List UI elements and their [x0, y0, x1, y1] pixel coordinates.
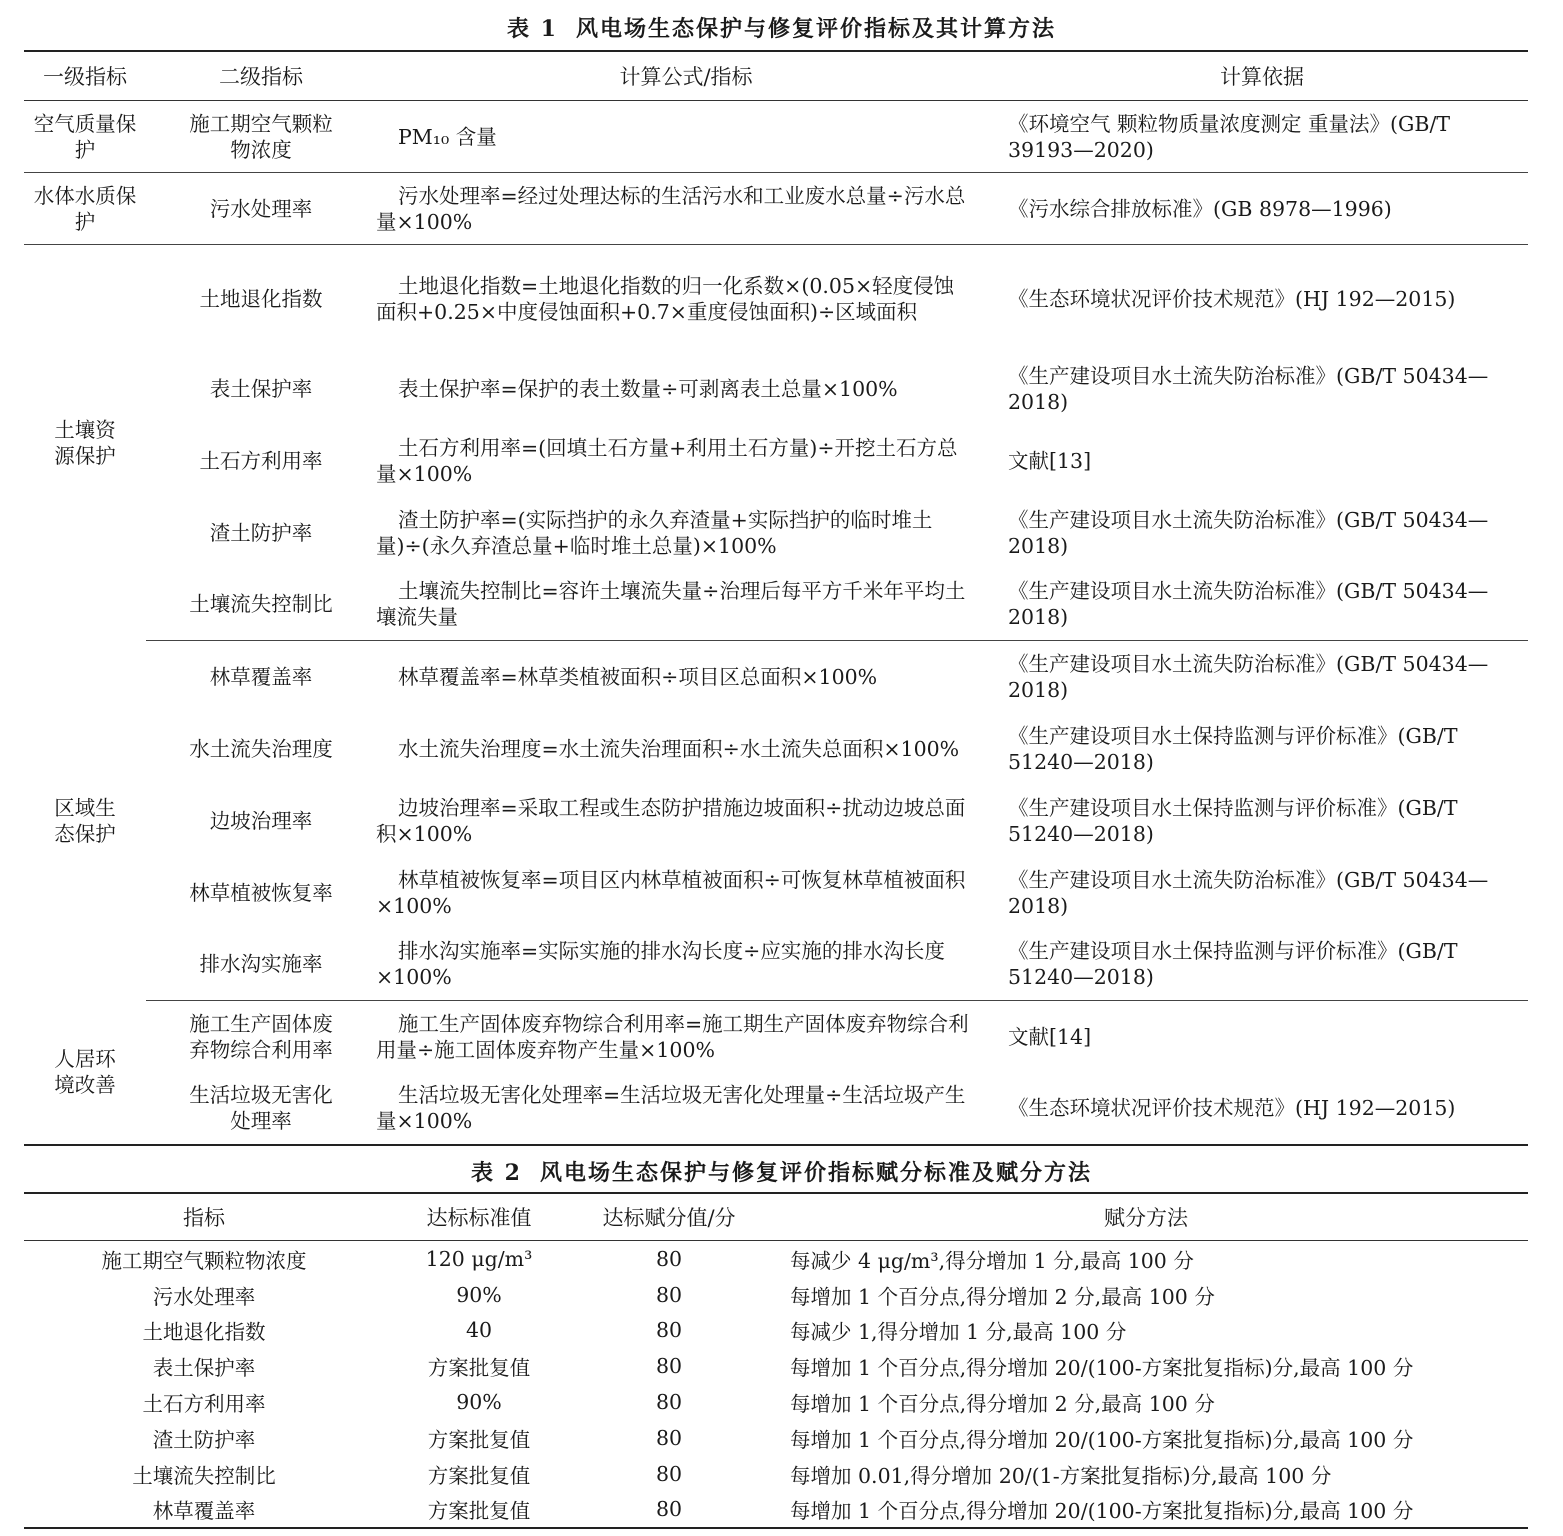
table1-formula-cell [376, 353, 996, 425]
table1-basis-cell: 文献[13] [1008, 448, 1092, 473]
table2-indicator-cell: 表土保护率 [152, 1356, 256, 1381]
table1-basis-cell: 《生产建设项目水土保持监测与评价标准》(GB/T 51240—2018) [1008, 795, 1458, 846]
table1-level1-cell: 水体水质保护 [24, 173, 146, 245]
table2-indicator-cell: 土石方利用率 [142, 1392, 266, 1417]
table1-row [24, 101, 1528, 173]
table1-row [24, 1001, 1528, 1073]
table1-basis-cell: 《污水综合排放标准》(GB 8978—1996) [996, 173, 1528, 245]
table2-standard-cell: 方案批复值 [427, 1427, 531, 1452]
table1-formula-cell [376, 713, 996, 785]
table2-indicator-cell: 土壤流失控制比 [132, 1463, 276, 1488]
table1-row [24, 713, 1528, 785]
table2-row [24, 1277, 1528, 1313]
table1-level2-cell: 林草覆盖率 [209, 664, 313, 689]
table1-row [24, 785, 1528, 857]
table2-score-cell: 80 [655, 1354, 683, 1379]
table2-score-cell: 80 [655, 1461, 683, 1486]
table1-header-basis: 计算依据 [996, 51, 1528, 101]
table1-level2-cell: 水土流失治理度 [189, 736, 333, 761]
table1-level2-cell: 生活垃圾无害化处理率 [189, 1083, 333, 1133]
table1-basis-cell: 《生产建设项目水土流失防治标准》(GB/T 50434—2018) [1008, 867, 1489, 918]
table2-method-cell: 每增加 0.01,得分增加 20/(1-方案批复指标)分,最高 100 分 [790, 1463, 1332, 1488]
table2-indicator-cell: 林草覆盖率 [152, 1499, 256, 1524]
table1-basis-cell: 《生态环境状况评价技术规范》(HJ 192—2015) [1008, 1096, 1456, 1120]
table1-formula-cell [376, 641, 996, 713]
table1-formula-text: 林草植被恢复率=项目区内林草植被面积÷可恢复林草植被面积×100% [376, 867, 966, 918]
table1-header-formula: 计算公式/指标 [376, 51, 996, 101]
table2-standard-cell: 40 [465, 1318, 493, 1343]
table2-caption-number: 表 2 [471, 1160, 522, 1186]
table2-header-standard: 达标标准值 [384, 1193, 574, 1241]
table1-row [24, 245, 1528, 353]
table1-formula-cell [376, 425, 996, 497]
table2-standard-cell: 方案批复值 [427, 1356, 531, 1381]
table2-method-cell: 每增加 1 个百分点,得分增加 20/(100-方案批复指标)分,最高 100 分 [790, 1356, 1414, 1381]
table1-row [24, 569, 1528, 641]
table1-level2-cell: 边坡治理率 [209, 808, 313, 833]
table2-score-cell: 80 [655, 1425, 683, 1450]
table1-formula-cell [376, 245, 996, 353]
table1-level2-cell: 渣土防护率 [209, 520, 313, 545]
table1-formula-cell [376, 101, 996, 173]
table2-header-indicator: 指标 [24, 1193, 384, 1241]
table1-level2-cell: 土地退化指数 [199, 286, 323, 311]
table2 [24, 1192, 1528, 1529]
table1-formula-cell [376, 1001, 996, 1073]
table2-row [24, 1492, 1528, 1529]
table2-indicator-cell: 施工期空气颗粒物浓度 [101, 1248, 307, 1273]
table2-row [24, 1420, 1528, 1456]
table1-formula-cell [376, 857, 996, 929]
table1-formula-cell [376, 785, 996, 857]
table2-row [24, 1456, 1528, 1492]
table1-formula-text: 土壤流失控制比=容许土壤流失量÷治理后每平方千米年平均土壤流失量 [376, 579, 966, 630]
table1-level2-cell: 土石方利用率 [199, 448, 323, 473]
table1-formula-cell [376, 569, 996, 641]
table1-caption-text: 风电场生态保护与修复评价指标及其计算方法 [575, 16, 1056, 42]
table1-formula-text: 生活垃圾无害化处理率=生活垃圾无害化处理量÷生活垃圾产生量×100% [376, 1083, 966, 1133]
table1-formula-text: 渣土防护率=(实际挡护的永久弃渣量+实际挡护的临时堆土量)÷(永久弃渣总量+临时堆土总量)×100% [376, 507, 933, 558]
table2-indicator-cell: 污水处理率 [152, 1284, 256, 1309]
table2-indicator-cell: 渣土防护率 [152, 1427, 256, 1452]
table2-method-cell: 每增加 1 个百分点,得分增加 2 分,最高 100 分 [790, 1284, 1215, 1309]
table1-basis-cell: 文献[14] [1008, 1024, 1092, 1049]
table2-standard-cell: 方案批复值 [427, 1499, 531, 1524]
table1-level1-cell: 区域生态保护 [54, 795, 116, 846]
table2-header-row [24, 1193, 1528, 1241]
table1-basis-cell: 《生产建设项目水土流失防治标准》(GB/T 50434—2018) [1008, 507, 1489, 558]
table2-row [24, 1348, 1528, 1384]
table2-score-cell: 80 [655, 1390, 683, 1415]
table1-header-level2: 二级指标 [146, 51, 376, 101]
table2-row [24, 1384, 1528, 1420]
table1-row [24, 929, 1528, 1001]
table1-level2-cell: 施工期空气颗粒物浓度 [146, 101, 376, 173]
table1-level2-cell: 表土保护率 [209, 376, 313, 401]
table2-row [24, 1313, 1528, 1349]
table1-row [24, 353, 1528, 425]
table1-row [24, 1073, 1528, 1145]
table1-level2-cell: 林草植被恢复率 [189, 880, 333, 905]
table2-method-cell: 每减少 1,得分增加 1 分,最高 100 分 [790, 1320, 1127, 1345]
table1-level2-cell: 施工生产固体废弃物综合利用率 [189, 1011, 333, 1062]
table1-level2-cell: 土壤流失控制比 [146, 569, 376, 641]
table1-row [24, 497, 1528, 569]
table1-formula-cell [376, 1073, 996, 1145]
table1-row [24, 857, 1528, 929]
table1-level2-cell: 排水沟实施率 [146, 929, 376, 1001]
table1-formula-text: 排水沟实施率=实际实施的排水沟长度÷应实施的排水沟长度×100% [376, 939, 945, 990]
table2-caption-text: 风电场生态保护与修复评价指标赋分标准及赋分方法 [539, 1160, 1092, 1186]
table1-basis-cell: 《生产建设项目水土保持监测与评价标准》(GB/T 51240—2018) [1008, 723, 1458, 774]
table1-level1-cell: 人居环境改善 [54, 1047, 116, 1097]
table1-caption-number: 表 1 [507, 16, 558, 42]
table2-score-cell: 80 [655, 1497, 683, 1522]
table1-formula-text: 林草覆盖率=林草类植被面积÷项目区总面积×100% [398, 664, 878, 689]
table1-basis-cell: 《生产建设项目水土保持监测与评价标准》(GB/T 51240—2018) [996, 929, 1528, 1001]
table1-basis-cell: 《环境空气 颗粒物质量浓度测定 重量法》(GB/T 39193—2020) [996, 101, 1528, 173]
table1-formula-text: 施工生产固体废弃物综合利用率=施工期生产固体废弃物综合利用量÷施工固体废弃物产生量×100% [376, 1011, 969, 1062]
table1-level2-cell: 污水处理率 [146, 173, 376, 245]
table2-indicator-cell: 土地退化指数 [142, 1320, 266, 1345]
table1-formula-text: 土地退化指数=土地退化指数的归一化系数×(0.05×轻度侵蚀面积+0.25×中度侵蚀面积+0.7×重度侵蚀面积)÷区域面积 [376, 273, 955, 324]
table2-header-method: 赋分方法 [764, 1193, 1528, 1241]
table2-method-cell: 每增加 1 个百分点,得分增加 2 分,最高 100 分 [790, 1392, 1215, 1417]
table2-caption [0, 1156, 1563, 1187]
table1-row [24, 641, 1528, 713]
table1-level1-cell: 土壤资源保护 [54, 417, 116, 468]
table1-formula-text: 污水处理率=经过处理达标的生活污水和工业废水总量÷污水总量×100% [376, 183, 966, 234]
table1-basis-cell: 《生产建设项目水土流失防治标准》(GB/T 50434—2018) [1008, 363, 1489, 414]
table2-score-cell: 80 [655, 1246, 683, 1271]
table2-standard-cell: 120 μg/m³ [425, 1246, 533, 1271]
table2-method-cell: 每增加 1 个百分点,得分增加 20/(100-方案批复指标)分,最高 100 分 [790, 1499, 1414, 1524]
table1-basis-cell: 《生态环境状况评价技术规范》(HJ 192—2015) [1008, 286, 1456, 311]
table2-body [24, 1241, 1528, 1529]
table1-basis-cell: 《生产建设项目水土流失防治标准》(GB/T 50434—2018) [1008, 651, 1489, 702]
table1-caption [0, 12, 1563, 43]
table1-formula-text: 土石方利用率=(回填土石方量+利用土石方量)÷开挖土石方总量×100% [376, 435, 958, 486]
table2-header-score: 达标赋分值/分 [574, 1193, 764, 1241]
table1-header-level1: 一级指标 [24, 51, 146, 101]
table1-header-row [24, 51, 1528, 101]
table1-row [24, 173, 1528, 245]
table1-level1-cell: 空气质量保护 [24, 101, 146, 173]
table1-formula-text: 表土保护率=保护的表土数量÷可剥离表土总量×100% [398, 376, 898, 401]
table2-method-cell: 每增加 1 个百分点,得分增加 20/(100-方案批复指标)分,最高 100 分 [790, 1427, 1414, 1452]
table1-row [24, 425, 1528, 497]
table1-body [24, 101, 1528, 1145]
table1 [24, 50, 1528, 1146]
table2-method-cell: 每减少 4 μg/m³,得分增加 1 分,最高 100 分 [790, 1248, 1194, 1273]
table2-standard-cell: 90% [456, 1390, 502, 1415]
table2-score-cell: 80 [655, 1282, 683, 1307]
table2-standard-cell: 90% [456, 1282, 502, 1307]
table1-formula-text: 水土流失治理度=水土流失治理面积÷水土流失总面积×100% [398, 736, 960, 761]
table1-formula-cell [376, 173, 996, 245]
table1-formula-text: 边坡治理率=采取工程或生态防护措施边坡面积÷扰动边坡总面积×100% [376, 795, 966, 846]
table1-formula-cell [376, 929, 996, 1001]
table2-score-cell: 80 [655, 1318, 683, 1343]
table2-standard-cell: 方案批复值 [427, 1463, 531, 1488]
table1-formula-cell [376, 497, 996, 569]
table1-formula-text: PM₁₀ 含量 [398, 124, 497, 149]
table2-row [24, 1241, 1528, 1277]
table1-basis-cell: 《生产建设项目水土流失防治标准》(GB/T 50434—2018) [996, 569, 1528, 641]
